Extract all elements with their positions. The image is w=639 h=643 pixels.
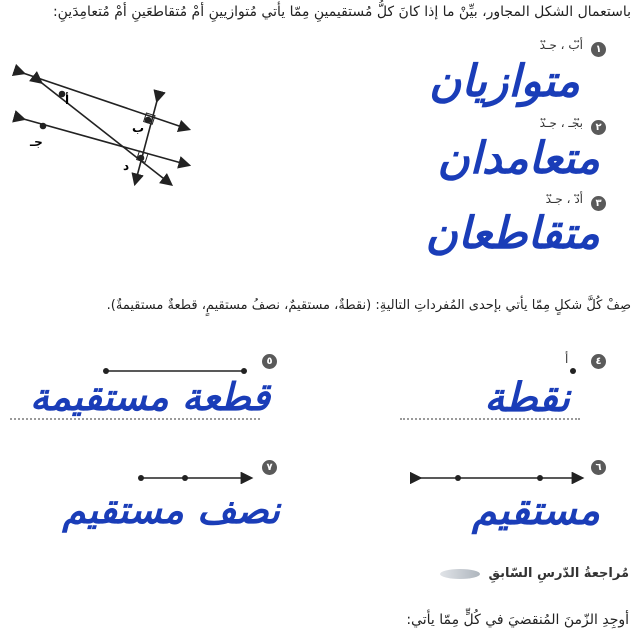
question-number-6: ٦	[591, 460, 606, 475]
question-2-label: ب⃡جـ ، جـ⃡د	[539, 116, 583, 130]
point-label-c: جـ	[30, 135, 43, 149]
point-figure	[570, 368, 576, 374]
review-instruction: أوجِدِ الزّمنَ المُنقضيَ في كُلٍّ مِمّا يأتي:	[406, 612, 629, 628]
ray-figure	[135, 469, 255, 481]
figure-line-4	[136, 97, 158, 180]
geometry-figure	[10, 62, 200, 192]
figure-line-1	[20, 72, 185, 128]
point-label-a: أ	[65, 93, 70, 107]
answer-6-text: مستقيم	[471, 488, 600, 534]
question-1-label: أ⃡ب ، جـ⃡د	[539, 38, 583, 52]
point-label-d: د	[123, 159, 130, 173]
review-title: مُراجعةُ الدّرسِ السّابقِ	[488, 566, 629, 581]
answer-2-text: متعامدان	[437, 133, 600, 184]
point-label-b: ب	[132, 121, 145, 135]
question-number-4: ٤	[591, 354, 606, 369]
line-figure	[410, 469, 585, 481]
answer-7-text: نصف مستقيم	[62, 488, 280, 532]
instruction-text: باستعمال الشكل المجاور، بيِّنْ ما إذا كانَ كلُّ مُستقيمينِ مِمّا يأتي مُتوازيينِ أمْ مُتقاطعَينِ أمْ مُتعامِدَينِ:	[52, 4, 631, 20]
question-number-5: ٥	[262, 354, 277, 369]
answer-3-text: متقاطعان	[425, 208, 600, 259]
question-number-1: ١	[591, 42, 606, 57]
answer-1-text: متوازيان	[428, 56, 580, 107]
segment-figure	[100, 361, 250, 371]
answer-4-text: نقطة	[484, 375, 570, 421]
instruction-text-2: صِفْ كُلَّ شكلٍ مِمّا يأتي بإحدى المُفرداتِ التاليةِ: (نقطةٌ، مستقيمٌ، نصفُ مستقيمٍ، قطعةٌ مستقيمةٌ).	[106, 298, 631, 313]
question-number-3: ٣	[591, 196, 606, 211]
review-section-title	[329, 566, 629, 581]
point-label: أ	[565, 352, 569, 366]
question-3-label: أ⃡د ، جـ⃡د	[545, 192, 583, 206]
question-number-7: ٧	[262, 460, 277, 475]
answer-5-text: قطعة مستقيمة	[29, 375, 270, 419]
question-number-2: ٢	[591, 120, 606, 135]
review-swoosh-icon	[440, 569, 480, 579]
